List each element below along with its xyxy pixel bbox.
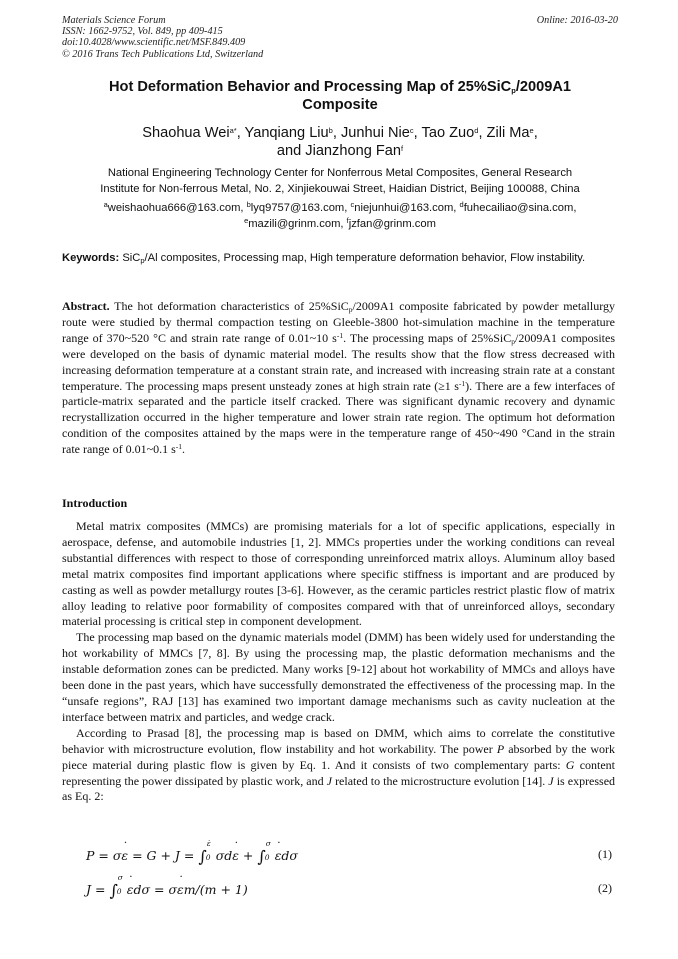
email-c[interactable]: $^c$niejunhui@163.com	[350, 200, 454, 214]
equation-2-number: (2)	[598, 881, 612, 895]
title-part2: /2009A1	[515, 79, 571, 95]
email-f[interactable]: $^f$jzfan@grinm.com	[346, 215, 436, 230]
email-e[interactable]: $^e$mazili@grinm.com	[244, 215, 341, 230]
intro-paragraph-3: According to Prasad [8], the processing map is based on DMM, which aims to correlate the constitutive behavior with microstructure evolution, flow instability and hot workability. The power P absorbed by the work piece material during plastic flow is given by Eq. 1. And it consists of two complementary parts: G content representing the power dissipated by plastic work, and J related to the microstructure evolution [14]. J is expressed as Eq. 2:	[62, 725, 616, 804]
email-d[interactable]: $^d$fuhecailiao@sina.com	[459, 200, 574, 214]
copyright: © 2016 Trans Tech Publications Ltd, Switzerland	[62, 48, 264, 60]
author-1: Shaohua Wei$^{a*}$,	[142, 125, 245, 141]
online-date: Online: 2016-03-20	[536, 15, 618, 26]
author-4: Tao Zuo$^d$,	[421, 125, 487, 141]
abstract-label: Abstract.	[62, 299, 110, 313]
paper-title	[62, 79, 618, 114]
journal-header	[62, 15, 618, 60]
author-3: Junhui Nie$^c$,	[340, 125, 422, 141]
title-subscript: p	[511, 86, 516, 95]
journal-name: Materials Science Forum	[62, 15, 166, 26]
affiliation-line2: Institute for Non-ferrous Metal, No. 2, Xinjiekouwai Street, Haidian District, Beijing 100088, China	[100, 182, 580, 195]
email-a[interactable]: $^a$weishaohua666@163.com	[103, 200, 241, 214]
email-list: $^a$weishaohua666@163.com, $^b$lyq9757@163.com, $^c$niejunhui@163.com, $^d$fuhecailiao@sina.com, $^e$mazili@grinm.com, $^f$jzfan@grinm.com	[103, 200, 577, 230]
title-part1: Hot Deformation Behavior and Processing Map of 25%SiC	[109, 79, 512, 95]
introduction-body	[62, 519, 615, 805]
email-b[interactable]: $^b$lyq9757@163.com	[246, 200, 345, 214]
doi[interactable]: doi:10.4028/www.scientific.net/MSF.849.409	[62, 37, 246, 49]
equation-2: J = ∫ σ 0 ε ˙dσ = σε ˙m/(m + 1) (2)	[86, 881, 618, 900]
equation-1-number: (1)	[598, 847, 612, 861]
affiliation	[62, 166, 618, 197]
affiliation-line1: National Engineering Technology Center for Nonferrous Metal Composites, General Research	[107, 167, 573, 179]
section-heading-introduction: Introduction	[62, 496, 128, 510]
intro-paragraph-1: Metal matrix composites (MMCs) are promising materials for a lot of specific applications, especially in aerospace, defense, and automobile industries [1, 2]. MMCs properties under the working conditions can reveal substantial differences with respect to those of corresponding unreinforced matrix alloys. Aluminum alloy based metal matrix composites find important applications where specific stiffness is important and are produced by casting as well as powder metallurgy routes [3-6]. However, as the ceramic particles restrict plastic flow of matrix alloy leading to relative poor formability of composites compared with that of unreinforced alloys, secondary material processing is critical step in component development.	[62, 519, 615, 629]
intro-paragraph-2: The processing map based on the dynamic materials model (DMM) has been widely used for understanding the hot workability of MMCs [7, 8]. By using the processing map, the plastic deformation mechanisms and the instable deformation zones can be predicted. Many works [9-12] about hot workability of MMCs and alloys have been done in the past years, which have successfully demonstrated the effectiveness of the processing map. In the “unsafe regions”, RAJ [13] has examined two important damage mechanisms such as cavity nucleation at the interface between matrix and particles, and wedge crack.	[62, 630, 615, 724]
keywords-label: Keywords:	[62, 252, 120, 264]
equation-1: P = σε ˙ = G + J = ∫ ε̇ 0 σdε ˙ + ∫ σ 0 ε ˙dσ (1)	[86, 847, 618, 866]
issn: ISSN: 1662-9752, Vol. 849, pp 409-415	[62, 26, 223, 38]
title-line2: Composite	[302, 96, 378, 113]
keywords: Keywords: SiC$_p$/Al composites, Processing map, High temperature deformation behavior, Flow instability.	[62, 252, 586, 265]
abstract: Abstract. The hot deformation characteristics of 25%SiC$_p$/2009A1 composite fabricated by powder metallurgy route were studied by thermal compaction testing on Gleeble-3800 hot-simulation machine in the temperature range of 370~520 °C and strain rate range of 0.01~10 $s^{-1}$. The processing maps of 25%SiC$_p$/2009A1 composites were developed on the basis of dynamic material model. The results show that the flow stress decreased with increasing deformation temperature at a constant strain rate, and increased with increasing strain rate at a constant temperature. The processing maps present unsteady zones at high strain rate (≥1 $s^{-1}$). There are a few interfaces of particle-matrix separated and the particle itself cracked. There was significant dynamic recovery and dynamic recrystallization occurred in the higher temperature and lower strain rate region. The optimum hot deformation condition of the composites attained by the maps were in the temperature range of 450~490 °Cand in the strain rate range of 0.01~0.1 $s^{-1}$.	[62, 299, 615, 457]
author-2: Yanqiang Liu$^b$,	[244, 125, 341, 141]
author-6: and Jianzhong Fan$^f$	[276, 142, 404, 159]
author-list	[62, 125, 618, 161]
author-5: Zili Ma$^e$,	[486, 125, 538, 141]
